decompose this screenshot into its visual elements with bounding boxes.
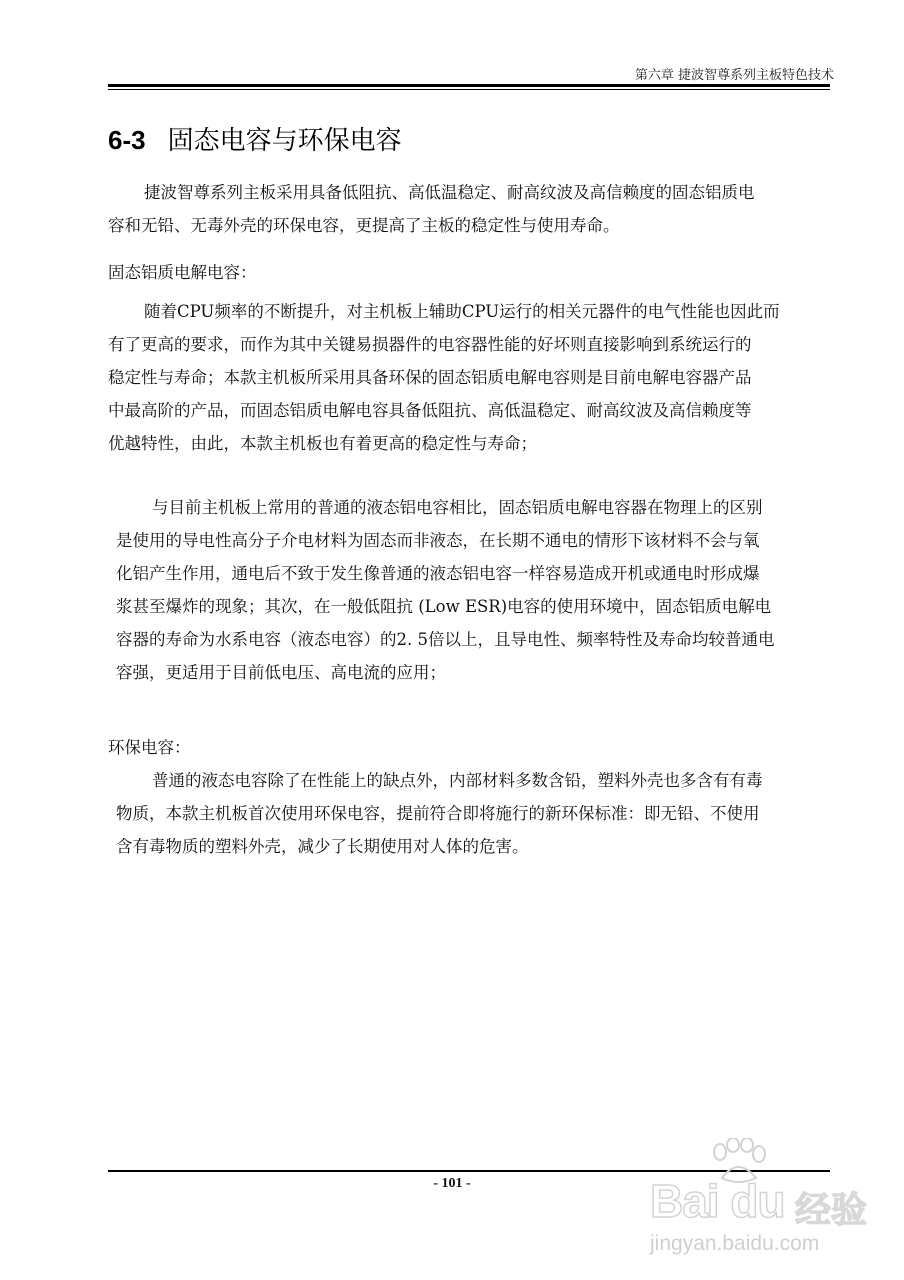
eco-capacitor-heading: 环保电容： [108,738,191,757]
watermark-url: jingyan.baidu.com [650,1232,820,1255]
section-number: 6-3 [108,125,146,155]
footer-rule [108,1170,830,1172]
text-line: 与目前主机板上常用的普通的液态铝电容相比，固态铝质电解电容器在物理上的区别 [152,498,763,517]
text-line: 容强，更适用于目前低电压、高电流的应用； [116,663,446,682]
text-line: 有了更高的要求，而作为其中关键易损器件的电容器性能的好坏则直接影响到系统运行的 [108,335,752,354]
solid-paragraph-2 [116,491,775,689]
section-title [108,120,402,157]
baidu-watermark [640,1138,890,1273]
text-line: 是使用的导电性高分子介电材料为固态而非液态，在长期不通电的情形下该材料不会与氧 [116,531,760,550]
text-line: 优越特性，由此，本款主机板也有着更高的稳定性与寿命； [108,434,537,453]
watermark-brand-cn: 经验 [795,1189,868,1231]
running-head: 第六章 捷波智尊系列主板特色技术 [634,68,834,83]
page-number: - 101 - [433,1176,471,1191]
text-line: 捷波智尊系列主板采用具备低阻抗、高低温稳定、耐高纹波及高信赖度的固态铝质电 [144,183,755,202]
header-rule-thin [108,89,830,90]
text-line: 化铝产生作用，通电后不致于发生像普通的液态铝电容一样容易造成开机或通电时形成爆 [116,564,760,583]
text-line: 含有毒物质的塑料外壳，减少了长期使用对人体的危害。 [116,837,529,856]
text-line: 普通的液态电容除了在性能上的缺点外，内部材料多数含铅，塑料外壳也多含有有毒 [152,771,763,790]
solid-paragraph-1 [108,295,780,460]
eco-paragraph [116,764,763,863]
text-line: 物质，本款主机板首次使用环保电容，提前符合即将施行的新环保标准：即无铅、不使用 [116,804,760,823]
text-line: 中最高阶的产品，而固态铝质电解电容具备低阻抗、高低温稳定、耐高纹波及高信赖度等 [108,401,752,420]
text-line: 容器的寿命为水系电容（液态电容）的2. 5倍以上，且导电性、频率特性及寿命均较普通电 [116,630,775,649]
intro-paragraph [108,176,755,242]
text-line: 容和无铅、无毒外壳的环保电容，更提高了主板的稳定性与使用寿命。 [108,216,620,235]
watermark-brand: Bai du [650,1175,785,1227]
text-line: 随着CPU频率的不断提升，对主机板上辅助CPU运行的相关元器件的电气性能也因此而 [144,302,780,321]
section-title-text: 固态电容与环保电容 [167,126,402,156]
solid-capacitor-heading: 固态铝质电解电容： [108,263,257,282]
header-rule-thick [108,84,830,87]
text-line: 稳定性与寿命；本款主机板所采用具备环保的固态铝质电解电容则是目前电解电容器产品 [108,368,752,387]
text-line: 浆甚至爆炸的现象；其次，在一般低阻抗 (Low ESR)电容的使用环境中，固态铝质电解电 [116,597,772,616]
